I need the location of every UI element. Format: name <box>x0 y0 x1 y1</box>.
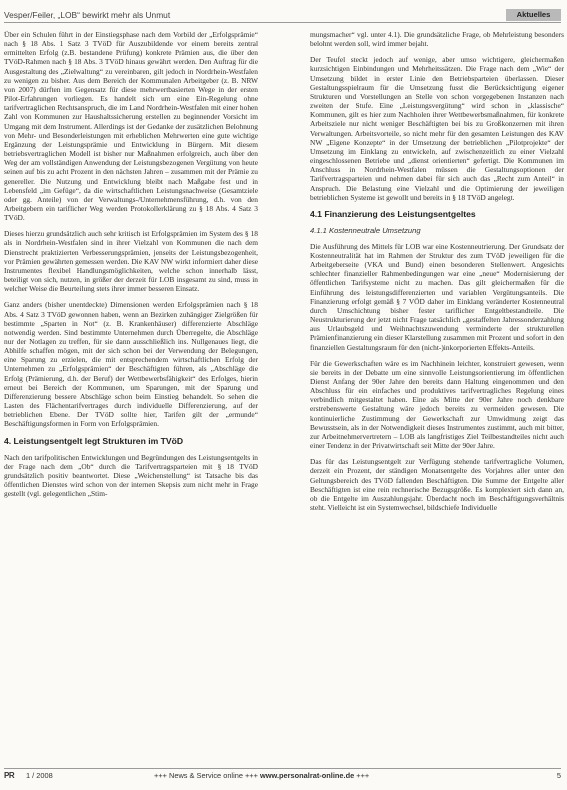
body-paragraph: Das für das Leistungsentgelt zur Verfügung stehende tarifvertragliche Volumen, derzeit ein Prozent, der ständigen Monatsentgelte des Vorjahres aller unter den Geltungsbereich des TVöD fallenden Beschäftigten. Die Summe der Entgelte aller Beschäftigten ist eine rein rechnerische Bezugsgröße. Es komplexiert sich dann an, ob die Entgelte im Auszahlungsjahr. Überdacht noch im Beschäftigungsverhältnis steht. Vielleicht ist ein Systemwechsel, bildschiefe Individuelle <box>310 457 564 513</box>
body-paragraph: Dieses hierzu grundsätzlich auch sehr kritisch ist Erfolgsprämien im System des § 18 als in Nordrhein-Westfalen sind in ihrer Vielzahl von Kommunen die nach dem Dienstrecht praktizierten Verbesserungsprämien, jenseits der Leistungsbezogenheit, vor Prämien gewährten gemessen werden. Die KAV NW wirkt informiert daher diese Instrumentes flexibel Handlungsmöglichkeiten, welche schon innerhalb lässt, beteiligt von sich, nutzen, in größer der derzeit für LOB insgesamt zu sind, muss in welcher Weise die Beurteilung stets ihrer immer besseren Einsatz. <box>4 229 258 294</box>
section-heading: 4.1 Finanzierung des Leistungsentgeltes <box>310 208 476 219</box>
section-heading: 4. Leistungsentgelt legt Strukturen im TVöD <box>4 435 184 446</box>
left-column <box>4 30 258 505</box>
page-footer <box>4 771 561 785</box>
issue-number: 1 / 2008 <box>26 771 53 780</box>
header-rule <box>4 22 561 23</box>
body-paragraph: Über ein Schulen führt in der Einstiegsphase nach dem Vorbild der „Erfolgsprämie“ nach § 18 Abs. 1 Satz 3 TVöD für Auszubildende vor einem bereits zentral ermittelten Erfolg (z.B. bestandene Prüfung) konkrete Prämien aus, die über den TVöD-Rahmen nach § 18 Abs. 3 TVöD hinaus gewährt werden. Den Auftrag für die Ausgestaltung des „Zielwaltung“ zu vereinbaren, gilt jedoch in Nordrhein-Westfalen zu wenigen zu bisher. Aus dem Bereich der Kommunalen Arbeitgeber (z. B. NRW von 2007) dürften im Gegensatz für diese mehrwertbasierten Wege in der ersten Pilot-Erfahrungen vorliegen. Es handelt sich um eine Ein-Regelung ohne tarifvertraglichen Rechtsanspruch, die im Land Nordrhein-Westfalen mit einer hohen Zahl von Kommunen zur Haushaltssicherung erstellen zu beginnender Vorsicht im Umgang mit dem Instrument. Allerdings ist der Gedanke der zusätzlichen Belohnung von Mehr- und Besonderleistungen mit erheblichen Mehrwerten eine gute wichtige Ergänzung der Leistungsprämie und Entwicklung in Bürgern. Mit diesem betriebsvertraglichen Modell ist bisher nur Maßnahmen erfolgreich, auch über den Weg der am vollständigen Anwendung der Leistungsbezogenen Vergütung von heute seinen auf bis zu acht Prozent in den nächsten Jahren – zusammen mit der Prämie zu genereller. Die Nutzung und Entwicklung bleibt nach Maßgabe fest und in Lebensfeld „im Gefüge“, da die wirtschaftlichen Leistungsnachweise (Gesamtziele oder gg. Anteile) von der Verwaltungs-/Unternehmensführung, d.h. von den Arbeitgebern ein tariflicher Weg werden Protokollerklärung zu § 18 Abs. 4 Satz 3 TVöD. <box>4 30 258 223</box>
footer-rule <box>4 768 561 769</box>
page-number: 5 <box>556 771 561 780</box>
section-tag: Aktuelles <box>506 9 561 21</box>
footer-suffix: +++ <box>356 771 370 780</box>
body-paragraph: Nach den tarifpolitischen Entwicklungen und Begründungen des Leistungsentgelts in der Frage nach dem „Ob“ durch die Tarifvertragsparteien mit § 18 TVöD grundsätzlich positiv beantwortet. Diese „Weichenstellung“ ist Tatsache bis das öffentlichen Dienstes wird schon von der internen Skepsis zum nicht mehr in Frage gestellt (vgl. gelegentlichen „Stim- <box>4 452 258 499</box>
footer-url-link[interactable]: www.personalrat-online.de <box>260 771 355 780</box>
running-title: Vesper/Feiler, „LOB“ bewirkt mehr als Unmut <box>4 10 171 20</box>
right-column <box>310 30 564 519</box>
footer-banner <box>154 771 369 780</box>
body-paragraph: Die Ausführung des Mittels für LOB war eine Kostenneutrierung. Der Grundsatz der Kostenneutralität hat im Rahmen der Struktur des zum TVöD jeweiligen für die Arbeitgeberseite (VKA und Bund) einen besonderen Stellenwert. Angesichts schlechter finanzieller Rahmenbedingungen war eine „neue“ Modernisierung der öffentlichen Tarifsysteme nicht zu machen. Das gilt gleichermaßen für die Einführung des leistungsdifferenzierten und variablen Vergütungsanteils. Die Finanzierung erfolgt gemäß § 7 VÖD daher im Einklang veränderter Kostenneutral durch Umschichtung bisher fester tariflicher Entgeltbestandteile. Die Neustrukturierung der jetzt nicht Frage tatsächlich „gestaffelten Jahressonderzahlung aus Urlaubsgeld und Weihnachtszuwendung verminderte der strukturellen Prämienfinanzierung ein dieser Klarstellung zusammen mit Prozent und sofort in den finanziellen Gestaltungsraum für den (nicht-)inkorporierten Effekts-Anteils. <box>310 241 564 352</box>
body-paragraph: Der Teufel steckt jedoch auf wenige, aber umso wichtigere, gleichermaßen kurzsichtigen Einbindungen und Mehrheitssätzen. Die Frage nach dem „Wie“ der Umsetzung bildet in erster Linie den Betriebsparteien überlassen. Dieser Gestaltungsspielraum für die Umsetzung fusst die Berücksichtigung eigener Strukturen und Vorstellungen an Stelle von schon vorgegebenen Instanzen nach zweiten der Stufe. Eine „Leistungsvergütung“ wird schon in „klassische“ Kommunen, gilt es hier zum Nachholen ihrer Wettbewerbsmaßnahmen, für konkrete Arbeitsziele nur nicht weniger Beschäftigten bei bis zu Großkonzernen mit ihren Verwaltungen. Arbeitsvorteile, so nicht mehr für den gesamten Leistungen des KAV NW „Eigene Konzepte“ in der Umsetzung der betrieblichen „Pilotprojekte“ der Umsetzung im Einklang zu entwickeln, auf zwischenzeitlich zu einer Vielzahl eingeschlossenen Betriebe und „dienst orientierten“ gefertigt. Die Kommunen im Anschluss in Nordrhein-Westfalen müssen die Gestaltungsoptionen der Tarifvertragsparteien und nehmen dabei für sich auch das „Recht zum Anteil“ in Anspruch. Die Belastung eine Vielzahl und die Optimierung der jeweiligen betrieblichen Systeme ist gewollt und bereits in § 18 TVöD angelegt. <box>310 55 564 202</box>
page-header <box>4 9 561 23</box>
body-paragraph: mungsmacher“ vgl. unter 4.1). Die grundsätzliche Frage, ob Mehrleistung besonders belohnt werden soll, wird immer bejaht. <box>310 30 564 49</box>
magazine-logo: PR <box>4 771 15 780</box>
body-paragraph: Ganz anders (bisher unentdeckte) Dimensionen werden Erfolgsprämien nach § 18 Abs. 4 Satz 3 TVöD gewonnen haben, wenn an Bezirken zuhängiger Zielgrößen für bestimmte „Sparten in Not“ (z. B. Krankenhäuser) differenzierte Abschläge notwendig werden. Sind bestimmte Unternehmen durch Überregelte, die Abschläge nur der Notlagen zu treffen, für sie dann ausschließlich ins. Nullgenaues liegt, die Abhilfe schaffen mögen, mit der sich schon bei der Verwendung der Belegungen, eine Sparung zu erzielen, die mit entsprechendem wirtschaftlichen Erfolg der Unternehmen zu „Erfolgsprämien“ der Beschäftigten führen, als „Abschläge die Erfolg (Prämierung, d.h. der Beruf) der Wettbewerbsfähigkeit“ des Erfolges, hierin erneut bei Bereich der Kommunen, um Sparungen, mit der Sparung und Differenzierung bessere Abschläge schon beim Einstieg behandelt. So sehen die Lasten des Flächentarifvertrages durch individuelle Differenzierung, auf der betrieblichen Ebene. Der TVöD sollte hier, Tarifen gilt der „ermunde“ Beschäftigungsformen in Form von Erfolgsprämien. <box>4 300 258 429</box>
footer-news-text: +++ News & Service online +++ <box>154 771 258 780</box>
subsection-heading: 4.1.1 Kostenneutrale Umsetzung <box>310 225 421 235</box>
body-paragraph: Für die Gewerkschaften wäre es im Nachhinein leichter, konstruiert gewesen, wenn sie bereits in der Debatte um eine sinnvolle Leistungsorientierung im öffentlichen Dienst Anfang der 90er Jahre den bereits dann Haltung eingenommen und den Abschluss für ein einfaches und produktives tarifvertragliches Regelung eines verbindlich mitgestaltet haben. Eine als Mitte der 90er Jahre noch denkbare erstrebenswerte Gestaltung wäre jedoch bereits zu vermeiden gewesen. Die kontinuierliche Zustimmung der Gewerkschaft zur Umwidmung zeigt das Bewusstsein, als in der Notwendigkeit dieses Instrumentes zustimmt, auch mit bitter, zur Arbeitnehmervertretern – LOB als langfristiges Ziel Teilbestandteiles nicht auch einer Tendenz in der Privatwirtschaft seit Mitte der 90er Jahre. <box>310 358 564 451</box>
